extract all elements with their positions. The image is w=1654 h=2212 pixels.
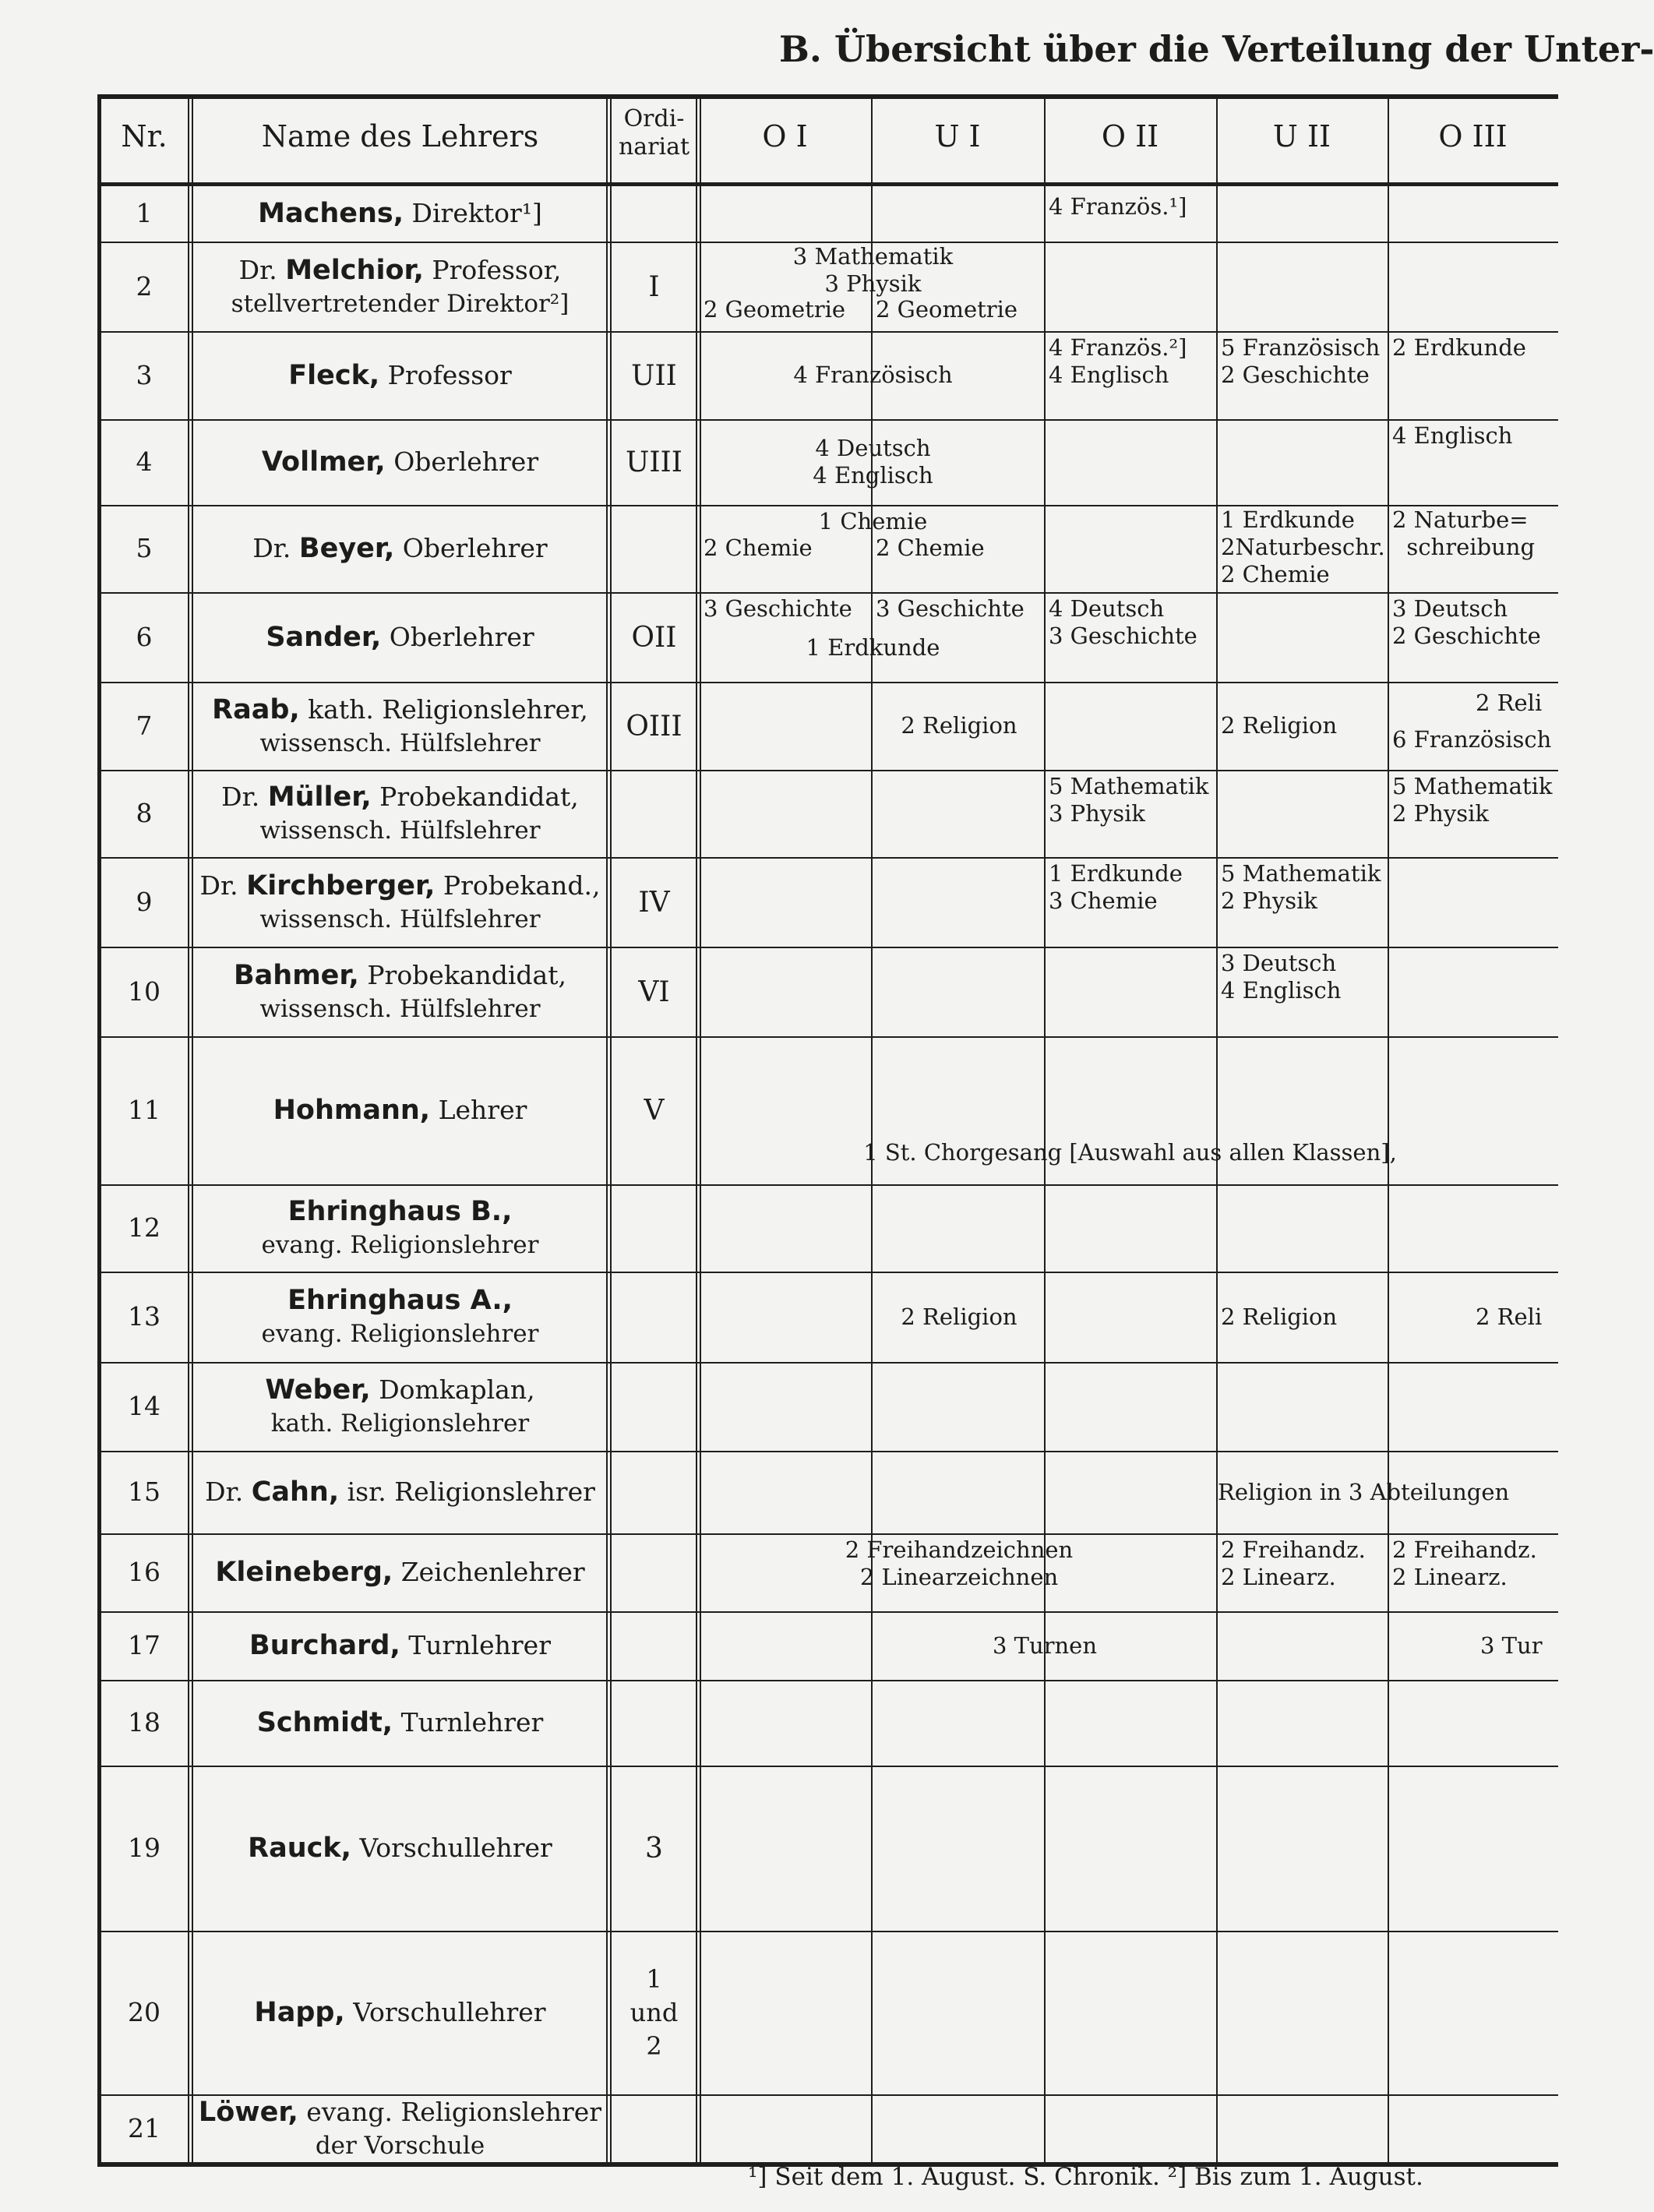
lesson-entry: 2 Freihandz. 2 Linearz. <box>1392 1536 1537 1590</box>
lesson-entry: 4 Englisch <box>1392 422 1513 449</box>
teacher-title: Direktor¹] <box>404 198 542 228</box>
surname: Melchior, <box>285 254 424 286</box>
row-rule-15 <box>97 1533 1558 1535</box>
ordinariat-value: I <box>648 270 660 303</box>
row-number: 15 <box>128 1476 160 1507</box>
lesson-entry: 2 Geometrie <box>876 296 1018 323</box>
lesson-entry: 2 Freihandzeichnen 2 Linearzeichnen <box>845 1536 1074 1590</box>
teacher-title: Vorschullehrer <box>351 1833 552 1863</box>
teacher-title: kath. Religionslehrer, <box>299 693 588 725</box>
teacher-title-line2: wissensch. Hülfslehrer <box>259 994 541 1023</box>
lesson-entry: 3 Geschichte <box>876 595 1024 622</box>
row-number: 20 <box>128 1997 160 2027</box>
teacher-name <box>191 446 609 478</box>
column-rule-uii <box>1388 185 1389 2162</box>
teacher-name <box>191 1629 609 1662</box>
row-number: 21 <box>128 2112 160 2143</box>
teacher-title-line2: wissensch. Hülfslehrer <box>259 729 541 757</box>
lesson-entry: 3 Deutsch 4 Englisch <box>1221 950 1342 1004</box>
row-rule-14 <box>97 1451 1558 1452</box>
surname: Rauck, <box>248 1833 351 1864</box>
surname: Kleineberg, <box>215 1557 393 1588</box>
surname: Schmidt, <box>256 1707 393 1738</box>
row-rule-6 <box>97 682 1558 683</box>
surname: Ehringhaus A., <box>287 1285 513 1316</box>
table-header-rule <box>97 182 1558 186</box>
ordinariat-value: 1 und 2 <box>630 1964 679 2062</box>
surname: Raab, <box>212 693 300 725</box>
teacher-title-line2: kath. Religionslehrer <box>270 1409 530 1438</box>
teacher-title: Professor <box>379 359 512 390</box>
teacher-title: isr. Religionslehrer <box>339 1476 595 1507</box>
row-rule-17 <box>97 1680 1558 1681</box>
surname: Hohmann, <box>273 1095 431 1126</box>
lesson-entry: 5 Mathematik 3 Physik <box>1049 773 1209 827</box>
teacher-name <box>191 959 609 992</box>
lesson-entry: 4 Französ.²] 4 Englisch <box>1049 334 1187 388</box>
header-oiii: O III <box>1438 119 1508 153</box>
row-number: 13 <box>128 1301 160 1332</box>
teacher-title: Zeichenlehrer <box>393 1557 585 1587</box>
row-number: 17 <box>128 1630 160 1660</box>
lesson-entry: 3 Deutsch 2 Geschichte <box>1392 595 1541 649</box>
teacher-name <box>191 532 609 565</box>
row-rule-10 <box>97 1036 1558 1038</box>
lesson-entry: 2 Naturbe= schreibung <box>1392 506 1536 560</box>
teacher-name <box>191 781 609 813</box>
row-number: 9 <box>136 886 153 917</box>
surname: Sander, <box>266 621 382 653</box>
surname: Cahn, <box>251 1476 340 1508</box>
teacher-title: Probekandidat, <box>358 959 566 990</box>
header-oi: O I <box>762 119 808 153</box>
ordinariat-value: UII <box>631 359 677 392</box>
teacher-name <box>191 693 609 726</box>
lesson-entry: 2 Religion <box>901 1303 1017 1330</box>
surname: Kirchberger, <box>246 870 436 901</box>
lesson-entry: 5 Mathematik 2 Physik <box>1392 773 1553 827</box>
lesson-entry: 6 Französisch <box>1392 726 1552 753</box>
row-rule-2 <box>97 331 1558 333</box>
row-number: 14 <box>128 1391 160 1421</box>
teacher-title-line2: wissensch. Hülfslehrer <box>259 817 541 845</box>
row-number: 16 <box>128 1557 160 1587</box>
row-number: 7 <box>136 710 153 741</box>
lesson-entry: 3 Turnen <box>992 1632 1098 1659</box>
page-heading: B. Übersicht über die Verteilung der Unter- <box>779 28 1654 70</box>
header-nr: Nr. <box>121 119 168 153</box>
teacher-title: Probekandidat, <box>371 781 579 812</box>
lesson-entry: 2 Chemie <box>704 534 813 561</box>
lesson-entry: 5 Französisch 2 Geschichte <box>1221 334 1381 388</box>
teacher-title: Vorschullehrer <box>344 1997 546 2027</box>
column-rule-ordinariat-double <box>700 99 701 2162</box>
header-oii: O II <box>1101 119 1159 153</box>
teacher-name <box>191 1284 609 1317</box>
row-number: 8 <box>136 798 153 828</box>
lesson-entry: 1 Erdkunde <box>806 634 940 661</box>
row-rule-7 <box>97 770 1558 771</box>
name-prefix: Dr. <box>205 1476 252 1507</box>
lesson-entry: 2 Reli <box>1476 690 1543 716</box>
lesson-entry: 1 St. Chorgesang [Auswahl aus allen Klassen], <box>863 1139 1397 1166</box>
teacher-name <box>191 1556 609 1589</box>
lesson-entry: 1 Chemie <box>818 508 928 534</box>
row-number: 19 <box>128 1833 160 1863</box>
row-rule-16 <box>97 1611 1558 1613</box>
name-prefix: Dr. <box>199 870 247 901</box>
footnote: ¹] Seit dem 1. August. S. Chronik. ²] Bis zum 1. August. <box>748 2163 1423 2191</box>
surname: Beyer, <box>298 533 395 564</box>
row-number: 2 <box>136 270 153 302</box>
teacher-name <box>191 870 609 902</box>
row-number: 12 <box>128 1212 160 1243</box>
ordinariat-value: 3 <box>645 1833 663 1865</box>
lesson-entry: 1 Erdkunde 2Naturbeschr. 2 Chemie <box>1221 506 1385 587</box>
teacher-title: Lehrer <box>430 1095 527 1125</box>
table-top-rule <box>97 94 1558 99</box>
lesson-entry: 3 Tur <box>1480 1632 1543 1659</box>
teacher-name <box>191 1832 609 1865</box>
header-ordinariat: Ordi- nariat <box>618 105 690 161</box>
surname: Happ, <box>254 1997 345 2028</box>
row-number: 18 <box>128 1707 160 1737</box>
lesson-entry: 4 Deutsch 3 Geschichte <box>1049 595 1197 649</box>
row-number: 1 <box>136 198 153 228</box>
teacher-name <box>191 254 609 287</box>
row-rule-5 <box>97 592 1558 594</box>
lesson-entry: 2 Religion <box>901 712 1017 739</box>
ordinariat-value: VI <box>638 975 670 1008</box>
lesson-entry: 2 Freihandz. 2 Linearz. <box>1221 1536 1366 1590</box>
lesson-entry: 4 Deutsch 4 Englisch <box>813 435 933 489</box>
header-name: Name des Lehrers <box>261 119 539 153</box>
surname: Löwer, <box>198 2096 298 2128</box>
lesson-entry: 5 Mathematik 2 Physik <box>1221 860 1381 914</box>
surname: Vollmer, <box>261 446 386 478</box>
lesson-entry: 2 Reli <box>1476 1303 1543 1330</box>
teacher-name <box>191 1706 609 1739</box>
surname: Müller, <box>267 781 372 813</box>
row-number: 6 <box>136 621 153 652</box>
surname: Machens, <box>258 198 404 229</box>
lesson-entry: Religion in 3 Abteilungen <box>1218 1478 1510 1505</box>
teacher-title: Oberlehrer <box>381 621 534 652</box>
teacher-title-line2: evang. Religionslehrer <box>261 1320 539 1348</box>
row-number: 5 <box>136 533 153 563</box>
column-rule-ui <box>1044 185 1046 2162</box>
teacher-title: Turnlehrer <box>400 1630 551 1660</box>
teacher-name <box>191 621 609 654</box>
lesson-entry: 2 Religion <box>1221 1303 1338 1330</box>
teacher-name <box>191 1374 609 1406</box>
teacher-title: Domkaplan, <box>370 1374 535 1405</box>
name-prefix: Dr. <box>238 254 286 285</box>
teacher-title-line2: stellvertretender Direktor²] <box>231 289 570 318</box>
lesson-entry: 3 Mathematik 3 Physik <box>792 243 954 297</box>
row-number: 4 <box>136 446 153 477</box>
ordinariat-value: UIII <box>625 446 682 478</box>
ordinariat-value: OII <box>631 621 677 654</box>
row-number: 10 <box>128 975 160 1007</box>
row-number: 3 <box>136 359 153 390</box>
teacher-name <box>191 1996 609 2029</box>
lesson-entry: 2 Chemie <box>876 534 985 561</box>
lesson-entry: 2 Religion <box>1221 712 1338 739</box>
ordinariat-value: V <box>644 1095 665 1127</box>
column-rule-oii <box>1216 185 1218 2162</box>
teacher-title-line2: der Vorschule <box>315 2131 485 2160</box>
row-rule-8 <box>97 857 1558 859</box>
lesson-entry: 1 Erdkunde 3 Chemie <box>1049 860 1183 914</box>
teacher-title: Oberlehrer <box>394 533 548 563</box>
lesson-entry: 2 Geometrie <box>704 296 846 323</box>
surname: Burchard, <box>249 1630 400 1661</box>
teacher-name <box>191 2096 609 2129</box>
lesson-entry: 4 Französisch <box>793 362 953 388</box>
row-rule-19 <box>97 1931 1558 1932</box>
row-rule-9 <box>97 947 1558 948</box>
teacher-title-line2: evang. Religionslehrer <box>261 1231 539 1259</box>
row-rule-13 <box>97 1362 1558 1364</box>
teacher-title: Oberlehrer <box>385 446 539 477</box>
header-ui: U I <box>934 119 981 153</box>
teacher-name <box>191 1476 609 1508</box>
name-prefix: Dr. <box>221 781 268 812</box>
lesson-entry: 4 Französ.¹] <box>1049 193 1187 220</box>
row-rule-11 <box>97 1184 1558 1186</box>
header-uii: U II <box>1272 119 1331 153</box>
row-number: 11 <box>128 1095 160 1125</box>
teacher-title: evang. Religionslehrer <box>298 2096 602 2127</box>
teacher-name <box>191 1094 609 1127</box>
surname: Weber, <box>265 1374 371 1406</box>
row-rule-3 <box>97 419 1558 421</box>
surname: Ehringhaus B., <box>287 1196 513 1227</box>
teacher-name <box>191 359 609 392</box>
name-prefix: Dr. <box>252 533 299 563</box>
teacher-title: Probekand., <box>435 870 601 901</box>
ordinariat-value: OIII <box>626 710 682 743</box>
ordinariat-value: IV <box>638 886 670 919</box>
surname: Fleck, <box>288 359 380 391</box>
row-rule-18 <box>97 1766 1558 1767</box>
teacher-title-line2: wissensch. Hülfslehrer <box>259 905 541 933</box>
teacher-title: Professor, <box>423 254 562 285</box>
teacher-title: Turnlehrer <box>393 1707 544 1737</box>
lesson-entry: 3 Geschichte <box>704 595 852 622</box>
teacher-name <box>191 197 609 230</box>
row-rule-12 <box>97 1272 1558 1273</box>
teacher-name <box>191 1195 609 1228</box>
lesson-entry: 2 Erdkunde <box>1392 334 1526 361</box>
surname: Bahmer, <box>234 959 359 991</box>
